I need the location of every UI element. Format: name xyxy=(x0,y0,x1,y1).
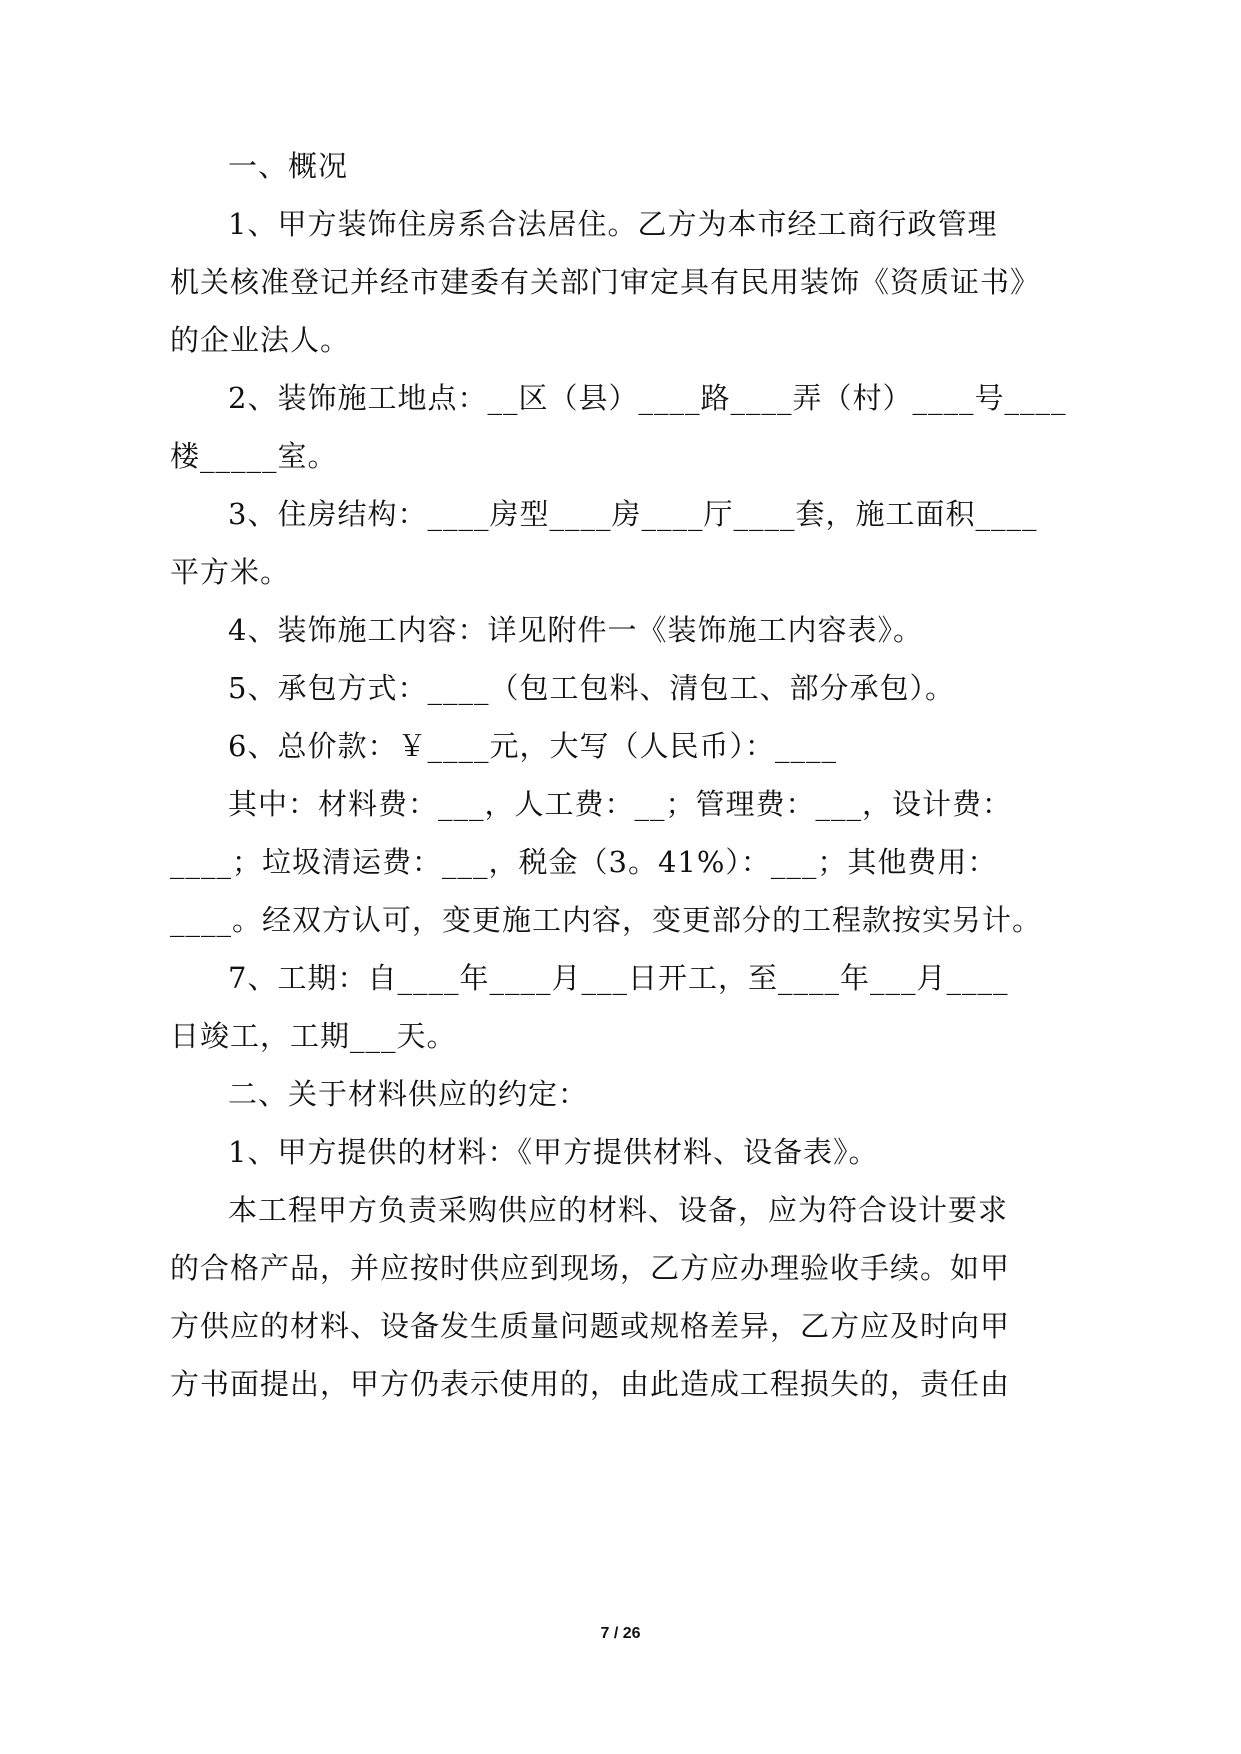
page-number: 7 / 26 xyxy=(600,1625,641,1642)
paragraph-line: 平方米。 xyxy=(170,555,291,589)
paragraph-line: 方供应的材料、设备发生质量问题或规格差异，乙方应及时向甲 xyxy=(170,1309,1011,1343)
paragraph-line: 日竣工，工期___天。 xyxy=(170,1019,457,1053)
paragraph-line: 方书面提出，甲方仍表示使用的，由此造成工程损失的，责任由 xyxy=(170,1367,1011,1401)
paragraph-line: 1、甲方提供的材料：《甲方提供材料、设备表》。 xyxy=(228,1135,879,1169)
paragraph-line: ____。经双方认可，变更施工内容，变更部分的工程款按实另计。 xyxy=(170,903,1043,937)
section-heading: 二、关于材料供应的约定： xyxy=(228,1077,589,1111)
paragraph-line: 1、甲方装饰住房系合法居住。乙方为本市经工商行政管理 xyxy=(228,207,998,241)
paragraph-line: 楼_____室。 xyxy=(170,439,338,473)
paragraph-line: 2、装饰施工地点：__区（县）____路____弄（村）____号____ xyxy=(228,381,1067,415)
paragraph-line: 3、住房结构：____房型____房____厅____套，施工面积____ xyxy=(228,497,1038,531)
paragraph-line: 的企业法人。 xyxy=(170,323,351,357)
paragraph-line: 4、装饰施工内容：详见附件一《装饰施工内容表》。 xyxy=(228,613,923,647)
paragraph-line: 6、总价款：￥____元，大写（人民币）：____ xyxy=(228,729,837,763)
paragraph-line: 5、承包方式：____（包工包料、清包工、部分承包）。 xyxy=(228,671,955,705)
section-heading: 一、概况 xyxy=(228,149,349,183)
paragraph-line: 机关核准登记并经市建委有关部门审定具有民用装饰《资质证书》 xyxy=(170,265,1041,299)
paragraph-line: 7、工期：自____年____月___日开工，至____年___月____ xyxy=(228,961,1009,995)
paragraph-line: ____；垃圾清运费：___，税金（3。41%）：___；其他费用： xyxy=(170,845,998,879)
paragraph-line: 其中：材料费：___，人工费：__；管理费：___，设计费： xyxy=(228,787,1013,821)
paragraph-line: 的合格产品，并应按时供应到现场，乙方应办理验收手续。如甲 xyxy=(170,1251,1011,1285)
paragraph-line: 本工程甲方负责采购供应的材料、设备，应为符合设计要求 xyxy=(228,1193,1009,1227)
